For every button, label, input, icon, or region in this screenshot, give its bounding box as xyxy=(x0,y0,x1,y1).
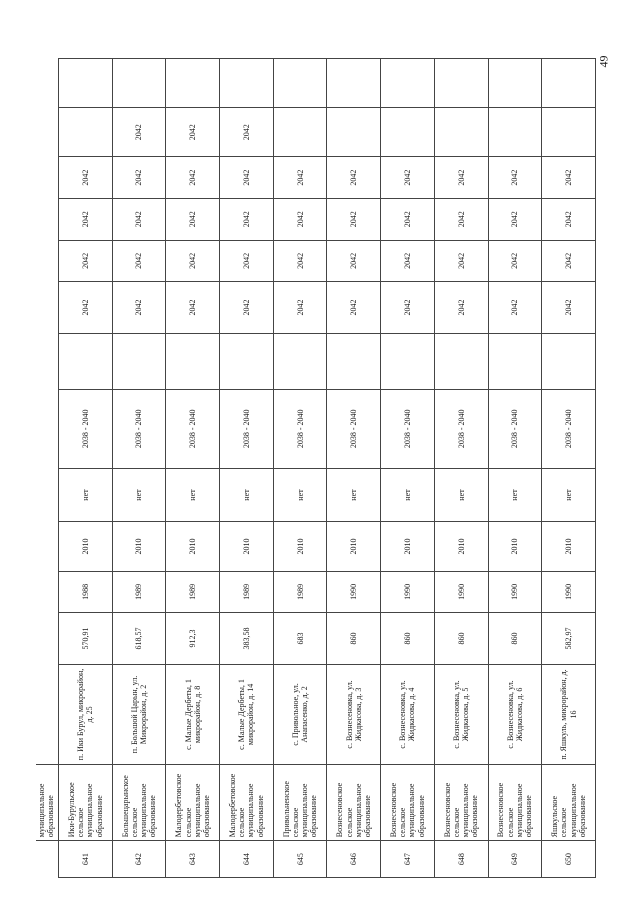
year-cell-5: 2042 xyxy=(59,157,113,199)
municipality-cell: Яшкульское сельское муниципальное образование xyxy=(542,765,596,841)
area-cell: 860 xyxy=(434,613,488,664)
construction-year-cell: 1989 xyxy=(220,571,274,613)
year-cell-6 xyxy=(542,108,596,157)
year-cell-2: 2042 xyxy=(273,282,327,333)
table-row xyxy=(112,59,166,878)
municipality-cell: Вознесеновское сельское муниципальное образование xyxy=(434,765,488,841)
year-cell-3: 2042 xyxy=(488,240,542,282)
year-cell-5: 2042 xyxy=(220,157,274,199)
table-row xyxy=(488,59,542,878)
year-cell-4: 2042 xyxy=(220,198,274,240)
survey-year-cell: 2010 xyxy=(542,522,596,571)
housing-table xyxy=(36,58,596,878)
address-cell: с. Малые Дербеты, 1 микрорайон, д. 14 xyxy=(220,664,274,765)
construction-year-cell: 1990 xyxy=(542,571,596,613)
municipality-cell: Малодербетовское сельское муниципальное образование xyxy=(166,765,220,841)
year-cell-1 xyxy=(542,333,596,389)
year-cell-2: 2042 xyxy=(327,282,381,333)
emergency-status-cell: нет xyxy=(542,468,596,522)
planned-period-cell: 2038 - 2040 xyxy=(220,390,274,468)
year-cell-6: 2042 xyxy=(166,108,220,157)
row-number-cell: 641 xyxy=(59,841,113,878)
year-cell-4: 2042 xyxy=(327,198,381,240)
year-cell-3: 2042 xyxy=(59,240,113,282)
year-cell-6 xyxy=(273,108,327,157)
construction-year-cell: 1989 xyxy=(273,571,327,613)
row-number-cell: 649 xyxy=(488,841,542,878)
rotated-table-container xyxy=(36,58,596,878)
area-cell: 860 xyxy=(488,613,542,664)
survey-year-cell: 2010 xyxy=(166,522,220,571)
year-cell-4: 2042 xyxy=(434,198,488,240)
municipality-cell: Ики-Бурульское сельское муниципальное образование xyxy=(59,765,113,841)
construction-year-cell: 1990 xyxy=(381,571,435,613)
year-cell-1 xyxy=(220,333,274,389)
year-cell-3: 2042 xyxy=(166,240,220,282)
row-number-cell: 645 xyxy=(273,841,327,878)
year-cell-2: 2042 xyxy=(434,282,488,333)
year-cell-3: 2042 xyxy=(220,240,274,282)
emergency-status-cell: нет xyxy=(434,468,488,522)
year-cell-1 xyxy=(327,333,381,389)
survey-year-cell: 2010 xyxy=(59,522,113,571)
header-cell-blank xyxy=(36,841,59,878)
year-cell-5: 2042 xyxy=(327,157,381,199)
table-header-row xyxy=(36,59,59,878)
year-cell-3: 2042 xyxy=(542,240,596,282)
planned-period-cell: 2038 - 2040 xyxy=(112,390,166,468)
year-cell-1 xyxy=(381,333,435,389)
row-number-cell: 648 xyxy=(434,841,488,878)
table-row xyxy=(273,59,327,878)
year-cell-7 xyxy=(220,59,274,108)
planned-period-cell: 2038 - 2040 xyxy=(166,390,220,468)
header-cell-municipality: муниципальное образование xyxy=(36,765,59,841)
year-cell-2: 2042 xyxy=(112,282,166,333)
table-row xyxy=(381,59,435,878)
year-cell-7 xyxy=(434,59,488,108)
row-number-cell: 650 xyxy=(542,841,596,878)
year-cell-3: 2042 xyxy=(434,240,488,282)
municipality-cell: Привольненское сельское муниципальное образование xyxy=(273,765,327,841)
year-cell-3: 2042 xyxy=(327,240,381,282)
planned-period-cell: 2038 - 2040 xyxy=(381,390,435,468)
survey-year-cell: 2010 xyxy=(434,522,488,571)
survey-year-cell: 2010 xyxy=(381,522,435,571)
area-cell: 582,97 xyxy=(542,613,596,664)
year-cell-4: 2042 xyxy=(59,198,113,240)
table-row xyxy=(220,59,274,878)
year-cell-7 xyxy=(488,59,542,108)
year-cell-2: 2042 xyxy=(542,282,596,333)
year-cell-4: 2042 xyxy=(542,198,596,240)
emergency-status-cell: нет xyxy=(273,468,327,522)
emergency-status-cell: нет xyxy=(112,468,166,522)
year-cell-6 xyxy=(327,108,381,157)
table-row xyxy=(59,59,113,878)
year-cell-7 xyxy=(327,59,381,108)
year-cell-4: 2042 xyxy=(112,198,166,240)
survey-year-cell: 2010 xyxy=(220,522,274,571)
area-cell: 860 xyxy=(381,613,435,664)
row-number-cell: 643 xyxy=(166,841,220,878)
year-cell-5: 2042 xyxy=(273,157,327,199)
municipality-cell: Вознесеновское сельское муниципальное образование xyxy=(381,765,435,841)
emergency-status-cell: нет xyxy=(59,468,113,522)
area-cell: 860 xyxy=(327,613,381,664)
year-cell-1 xyxy=(112,333,166,389)
year-cell-7 xyxy=(273,59,327,108)
year-cell-4: 2042 xyxy=(488,198,542,240)
year-cell-5: 2042 xyxy=(542,157,596,199)
year-cell-4: 2042 xyxy=(381,198,435,240)
year-cell-2: 2042 xyxy=(381,282,435,333)
emergency-status-cell: нет xyxy=(327,468,381,522)
row-number-cell: 646 xyxy=(327,841,381,878)
year-cell-6 xyxy=(59,108,113,157)
address-cell: с. Вознесеновка, ул. Жидкасова, д. 5 xyxy=(434,664,488,765)
area-cell: 383,58 xyxy=(220,613,274,664)
municipality-cell: Вознесеновское сельское муниципальное образование xyxy=(327,765,381,841)
year-cell-7 xyxy=(542,59,596,108)
survey-year-cell: 2010 xyxy=(112,522,166,571)
planned-period-cell: 2038 - 2040 xyxy=(488,390,542,468)
year-cell-6: 2042 xyxy=(112,108,166,157)
planned-period-cell: 2038 - 2040 xyxy=(434,390,488,468)
year-cell-1 xyxy=(166,333,220,389)
construction-year-cell: 1989 xyxy=(166,571,220,613)
year-cell-4: 2042 xyxy=(166,198,220,240)
year-cell-6 xyxy=(434,108,488,157)
construction-year-cell: 1989 xyxy=(112,571,166,613)
year-cell-7 xyxy=(166,59,220,108)
year-cell-5: 2042 xyxy=(166,157,220,199)
year-cell-4: 2042 xyxy=(273,198,327,240)
row-number-cell: 642 xyxy=(112,841,166,878)
year-cell-3: 2042 xyxy=(381,240,435,282)
year-cell-5: 2042 xyxy=(381,157,435,199)
year-cell-7 xyxy=(112,59,166,108)
year-cell-6: 2042 xyxy=(220,108,274,157)
area-cell: 618,57 xyxy=(112,613,166,664)
table-row xyxy=(327,59,381,878)
year-cell-1 xyxy=(59,333,113,389)
year-cell-6 xyxy=(488,108,542,157)
year-cell-2: 2042 xyxy=(166,282,220,333)
year-cell-3: 2042 xyxy=(112,240,166,282)
planned-period-cell: 2038 - 2040 xyxy=(59,390,113,468)
table-row xyxy=(434,59,488,878)
year-cell-2: 2042 xyxy=(59,282,113,333)
year-cell-5: 2042 xyxy=(488,157,542,199)
address-cell: с. Привольное, ул. Анапасенко, д. 2 xyxy=(273,664,327,765)
municipality-cell: Малодербетовское сельское муниципальное образование xyxy=(220,765,274,841)
year-cell-6 xyxy=(381,108,435,157)
row-number-cell: 647 xyxy=(381,841,435,878)
survey-year-cell: 2010 xyxy=(273,522,327,571)
area-cell: 912,3 xyxy=(166,613,220,664)
table-row xyxy=(166,59,220,878)
address-cell: п. Ики Бурул, микрорайон, д. 25 xyxy=(59,664,113,765)
construction-year-cell: 1988 xyxy=(59,571,113,613)
year-cell-1 xyxy=(273,333,327,389)
table-row xyxy=(542,59,596,878)
address-cell: п. Яшкуль, микрорайон, д. 16 xyxy=(542,664,596,765)
address-cell: с. Малые Дербеты, 1 микрорайон, д. 8 xyxy=(166,664,220,765)
planned-period-cell: 2038 - 2040 xyxy=(542,390,596,468)
planned-period-cell: 2038 - 2040 xyxy=(273,390,327,468)
emergency-status-cell: нет xyxy=(166,468,220,522)
row-number-cell: 644 xyxy=(220,841,274,878)
construction-year-cell: 1990 xyxy=(327,571,381,613)
emergency-status-cell: нет xyxy=(488,468,542,522)
construction-year-cell: 1990 xyxy=(434,571,488,613)
survey-year-cell: 2010 xyxy=(327,522,381,571)
year-cell-7 xyxy=(59,59,113,108)
address-cell: с. Вознесеновка, ул. Жидкасова, д. 3 xyxy=(327,664,381,765)
address-cell: п. Большой Царын, ул. Микрорайон, д. 2 xyxy=(112,664,166,765)
year-cell-2: 2042 xyxy=(488,282,542,333)
address-cell: с. Вознесеновка, ул. Жидкасова, д. 6 xyxy=(488,664,542,765)
year-cell-5: 2042 xyxy=(434,157,488,199)
header-cell-continuation xyxy=(36,59,59,765)
year-cell-1 xyxy=(488,333,542,389)
planned-period-cell: 2038 - 2040 xyxy=(327,390,381,468)
address-cell: с. Вознесеновка, ул. Жидкасова, д. 4 xyxy=(381,664,435,765)
table-body xyxy=(36,59,596,878)
year-cell-7 xyxy=(381,59,435,108)
municipality-cell: Большецарынское сельское муниципальное образование xyxy=(112,765,166,841)
emergency-status-cell: нет xyxy=(220,468,274,522)
municipality-cell: Вознесеновское сельское муниципальное образование xyxy=(488,765,542,841)
area-cell: 683 xyxy=(273,613,327,664)
construction-year-cell: 1990 xyxy=(488,571,542,613)
year-cell-5: 2042 xyxy=(112,157,166,199)
emergency-status-cell: нет xyxy=(381,468,435,522)
year-cell-2: 2042 xyxy=(220,282,274,333)
area-cell: 570,91 xyxy=(59,613,113,664)
page-number: 49 xyxy=(596,55,611,68)
survey-year-cell: 2010 xyxy=(488,522,542,571)
year-cell-1 xyxy=(434,333,488,389)
year-cell-3: 2042 xyxy=(273,240,327,282)
